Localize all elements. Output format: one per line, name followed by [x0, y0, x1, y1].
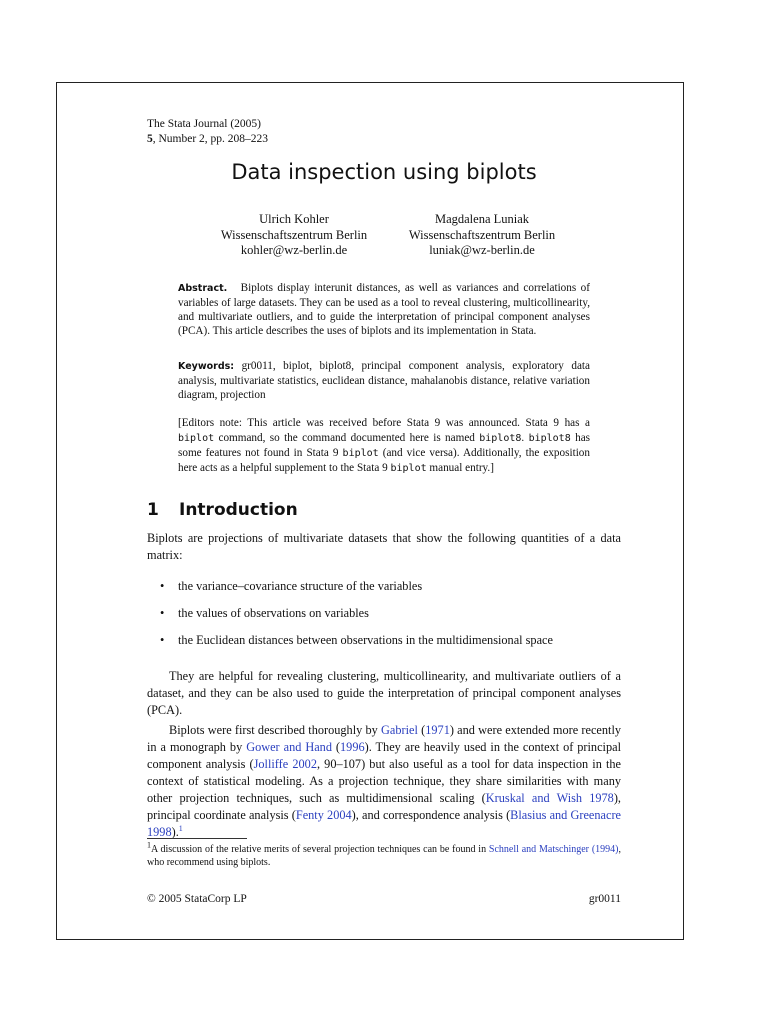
- list-item-text: the values of observations on variables: [178, 606, 369, 620]
- keywords-label: Keywords:: [178, 361, 235, 372]
- list-item: [160, 603, 553, 630]
- journal-volume: 5: [147, 133, 153, 145]
- bullet-icon: •: [160, 579, 165, 593]
- abstract: [178, 281, 590, 338]
- editor-note: [178, 416, 590, 476]
- author-name: Ulrich Kohler: [259, 212, 329, 226]
- journal-issue-pages: , Number 2, pp. 208–223: [152, 133, 269, 145]
- editor-note-text: (and vice versa). Additionally, the exposition here acts as a helpful supplement to the Stata 9: [178, 447, 590, 474]
- paragraph-text: (: [331, 740, 341, 754]
- editor-note-text: has some features not found in Stata 9: [178, 432, 591, 459]
- code-biplot: biplot: [342, 448, 379, 459]
- paragraph-text: ).: [171, 825, 179, 839]
- footnote: [147, 840, 621, 869]
- paragraph-text: (: [417, 723, 426, 737]
- paragraph-text: ), principal coordinate analysis (: [147, 791, 621, 822]
- intro-paragraph: Biplots are projections of multivariate datasets that show the following quantities of a data matrix:: [147, 531, 621, 562]
- editor-note-text: command, so the command documented here is named: [214, 432, 480, 444]
- paragraph-text: ), and correspondence analysis (: [351, 808, 511, 822]
- abstract-label: Abstract.: [178, 283, 228, 294]
- citation-link[interactable]: Blasius and Greenacre 1998: [147, 808, 622, 839]
- article-code: gr0011: [588, 893, 621, 905]
- list-item-text: the variance–covariance structure of the variables: [178, 579, 423, 593]
- paragraph-text: ) and were extended more recently in a monograph by: [147, 723, 622, 754]
- citation-link[interactable]: Jolliffe 2002: [253, 757, 317, 771]
- copyright-icon: ©: [147, 893, 156, 905]
- footnote-divider: [147, 838, 247, 839]
- bullet-icon: •: [160, 606, 165, 620]
- author-email: luniak@wz-berlin.de: [429, 243, 535, 257]
- author-affiliation: Wissenschaftszentrum Berlin: [220, 227, 368, 242]
- author-email: kohler@wz-berlin.de: [240, 243, 348, 257]
- editor-note-text: manual entry.]: [426, 462, 494, 474]
- footnote-marker-link[interactable]: 1: [178, 823, 183, 833]
- list-item-text: the Euclidean distances between observations in the multidimensional space: [178, 633, 553, 647]
- footnote-text: , who recommend using biplots.: [147, 844, 621, 868]
- code-biplot8: biplot8: [479, 433, 522, 444]
- paragraph-3: [147, 722, 621, 841]
- journal-issue: [147, 132, 268, 147]
- footnote-mark: 1: [147, 840, 151, 850]
- journal-header: [147, 117, 268, 147]
- citation-link[interactable]: 1971: [425, 723, 450, 737]
- code-biplot: biplot: [390, 463, 427, 474]
- paragraph-text: ). They are heavily used in the context of principal component analysis (: [147, 740, 621, 771]
- author-block-2: [382, 212, 582, 259]
- section-title: Introduction: [179, 500, 298, 520]
- paragraph-text: Biplots were first described thoroughly by: [169, 723, 382, 737]
- paper-title: Data inspection using biplots: [231, 160, 537, 184]
- bullet-list: [160, 576, 553, 657]
- paragraph-2: They are helpful for revealing clustering, multicollinearity, and multivariate outliers of a dataset, and they can be also used to guide the interpretation of principal component analyses (PCA).: [147, 669, 621, 717]
- citation-link[interactable]: Gower and Hand: [246, 740, 332, 754]
- paragraph-text: , 90–107) but also useful as a tool for data inspection in the context of statistical modeling. As a projection technique, they share similarities with many other projection techniques, such as multidimensional scaling (: [147, 757, 622, 805]
- abstract-text: Biplots display interunit distances, as well as variances and correlations of variables of large datasets. They can be used as a tool to reveal clustering, multicollinearity, and multivariate outliers, and to guide the interpretation of principal component analyses (PCA). This article describes the uses of biplots and its implementation in Stata.: [178, 282, 591, 337]
- code-biplot8: biplot8: [528, 433, 571, 444]
- keywords-text: gr0011, biplot, biplot8, principal component analysis, exploratory data analysis, multivariate statistics, euclidean distance, mahalanobis distance, relative variation diagram, projection: [178, 360, 590, 401]
- citation-link[interactable]: Kruskal and Wish 1978: [485, 791, 614, 805]
- code-biplot: biplot: [178, 433, 215, 444]
- section-number: 1: [147, 500, 159, 520]
- copyright: [147, 893, 247, 905]
- bullet-icon: •: [160, 633, 165, 647]
- author-name: Magdalena Luniak: [434, 212, 530, 226]
- journal-name: The Stata Journal (2005): [147, 118, 262, 130]
- citation-link[interactable]: Gabriel: [381, 723, 418, 737]
- copyright-text: 2005 StataCorp LP: [155, 893, 247, 905]
- list-item: [160, 576, 553, 603]
- keywords: [178, 359, 590, 402]
- author-affiliation: Wissenschaftszentrum Berlin: [408, 227, 556, 242]
- citation-link[interactable]: Fenty 2004: [295, 808, 352, 822]
- citation-link[interactable]: Schnell and Matschinger (1994): [488, 844, 619, 855]
- author-block-1: [194, 212, 394, 259]
- section-heading: [147, 500, 298, 520]
- citation-link[interactable]: 1996: [340, 740, 365, 754]
- editor-note-text: .: [521, 432, 529, 444]
- editor-note-text: [Editors note: This article was received before Stata 9 was announced. Stata 9 has a: [178, 417, 590, 429]
- list-item: [160, 630, 553, 657]
- footnote-text: A discussion of the relative merits of several projection techniques can be found in: [151, 844, 489, 855]
